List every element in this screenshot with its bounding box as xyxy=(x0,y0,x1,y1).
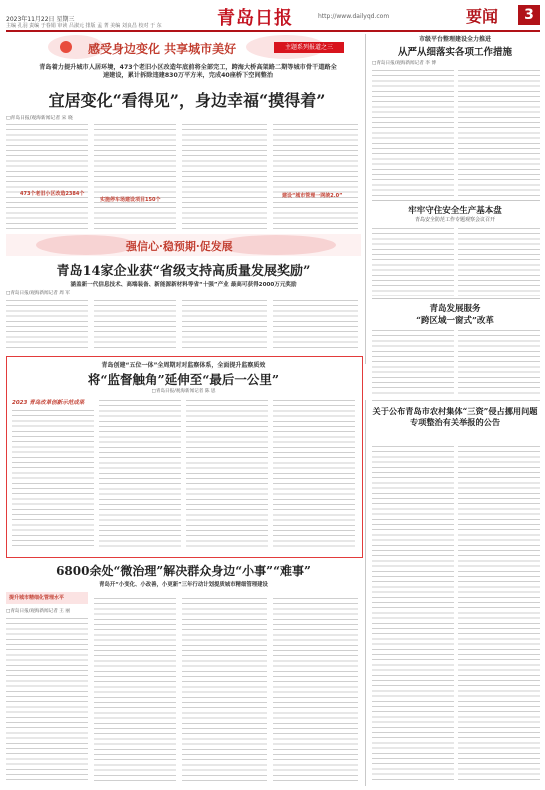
lead-col-1 xyxy=(6,122,88,230)
notice-headline: 关于公布青岛市农村集体“三资”侵占挪用问题专项整治有关举报的公告 xyxy=(372,406,538,427)
safety-col-2 xyxy=(458,226,540,296)
section-title: 要闻 xyxy=(465,7,498,26)
bottom-subhead: 提升城市精细化管理水平 xyxy=(9,595,65,601)
lead-col-4 xyxy=(273,122,358,230)
lead-byline: □青岛日报/观海新闻记者 宋 晓 xyxy=(6,116,73,121)
notice-col-2 xyxy=(458,444,540,784)
issue-date: 2023年11月22日 星期三 xyxy=(6,16,75,23)
staff-line: 主编 孔羽 责编 于春娟 审读 吕淑元 排版 孟 菁 美编 刘良昌 校对 于 东 xyxy=(6,23,162,29)
lead-col-3 xyxy=(182,122,267,230)
featured-col-1 xyxy=(12,408,94,550)
safety-headline: 牢牢守住安全生产基本盘 xyxy=(408,206,502,216)
service-col-1 xyxy=(372,328,454,396)
second-banner-title: 强信心·稳预期·促发展 xyxy=(126,240,233,253)
safety-subhead: 青岛安全防范工作专题观察会议召开 xyxy=(414,217,495,223)
second-col-3 xyxy=(182,298,267,352)
featured-col-4 xyxy=(273,398,355,550)
column-divider-2 xyxy=(365,400,366,786)
series-tag: 主题系列报道之三 xyxy=(274,42,344,53)
bottom-col-2 xyxy=(94,596,176,784)
second-col-2 xyxy=(94,298,176,352)
column-divider xyxy=(365,34,366,364)
featured-byline: □青岛日报/观海新闻记者 陈 思 xyxy=(151,389,216,394)
site-url[interactable]: http://www.dailyqd.com xyxy=(318,13,390,20)
notice-col-1 xyxy=(372,444,454,784)
bottom-byline: □青岛日报/观海新闻记者 王 丽 xyxy=(6,609,70,614)
second-byline: □青岛日报/观海新闻记者 周 军 xyxy=(6,291,70,296)
featured-headline: 将“监督触角”延伸至“最后一公里” xyxy=(87,372,280,387)
lead-section-2: 实施停车场建设项目150个 xyxy=(100,197,161,203)
right-top-byline: □青岛日报/观海新闻记者 李 博 xyxy=(372,61,436,66)
second-headline: 青岛14家企业获“省级支持高质量发展奖励” xyxy=(56,264,311,279)
second-col-4 xyxy=(273,298,358,352)
right-divider-3 xyxy=(372,400,540,401)
second-banner xyxy=(6,234,361,256)
right-top-headline: 从严从细落实各项工作措施 xyxy=(397,47,512,58)
second-col-1 xyxy=(6,298,88,352)
featured-kicker: 青岛创建“五位一体”全周期对对监察体系，全面提升监察质效 xyxy=(101,362,266,369)
featured-tag: 2023 青岛改革创新示范成果 xyxy=(12,400,85,406)
bottom-headline: 6800余处“微治理”解决群众身边“小事”“难事” xyxy=(56,564,311,578)
featured-col-3 xyxy=(186,398,268,550)
lead-col-2 xyxy=(94,122,176,230)
service-col-2 xyxy=(458,328,540,396)
header-rule xyxy=(6,30,540,32)
page-number: 3 xyxy=(518,5,540,25)
banner-title: 感受身边变化 共享城市美好 xyxy=(88,42,237,56)
bottom-col-4 xyxy=(273,596,358,784)
bottom-col-3 xyxy=(182,596,267,784)
right-top-col-1 xyxy=(372,68,454,196)
bottom-col-1 xyxy=(6,616,88,784)
second-subtitle: 涵盖新一代信息技术、高端装备、新能源新材料等省“十强”产业 最高可获得2000万元奖励 xyxy=(70,282,297,288)
right-top-col-2 xyxy=(458,68,540,196)
masthead: 青岛日报 xyxy=(217,8,293,29)
lead-section-3: 建设“城市管理一网统2.0” xyxy=(282,193,343,199)
right-divider-1 xyxy=(372,200,540,201)
lead-subtitle: 青岛着力提升城市人居环境，473个老旧小区改造年底前将全部完工，跨海大桥高架路二期等城市骨干道路全速建设，累计拆除违建830万平方米，完成40座桥下空间整治 xyxy=(39,64,337,79)
lead-section-1: 473个老旧小区改造2384个 xyxy=(20,191,85,197)
right-divider-2 xyxy=(372,298,540,299)
featured-col-2 xyxy=(99,398,181,550)
bottom-subtitle: 青岛开“小变化、小改善，小更新”三年行动计划提质城市精细管理建设 xyxy=(99,582,268,588)
service-headline: 青岛发展服务 xyxy=(429,304,481,314)
right-top-kicker: 市级平台整理建设全力推进 xyxy=(418,36,491,43)
service-headline-2: “跨区域一窗式”改革 xyxy=(416,316,494,326)
safety-col-1 xyxy=(372,226,454,296)
top-banner xyxy=(6,34,361,60)
lead-headline: 宜居变化“看得见”，身边幸福“摸得着” xyxy=(48,91,326,110)
